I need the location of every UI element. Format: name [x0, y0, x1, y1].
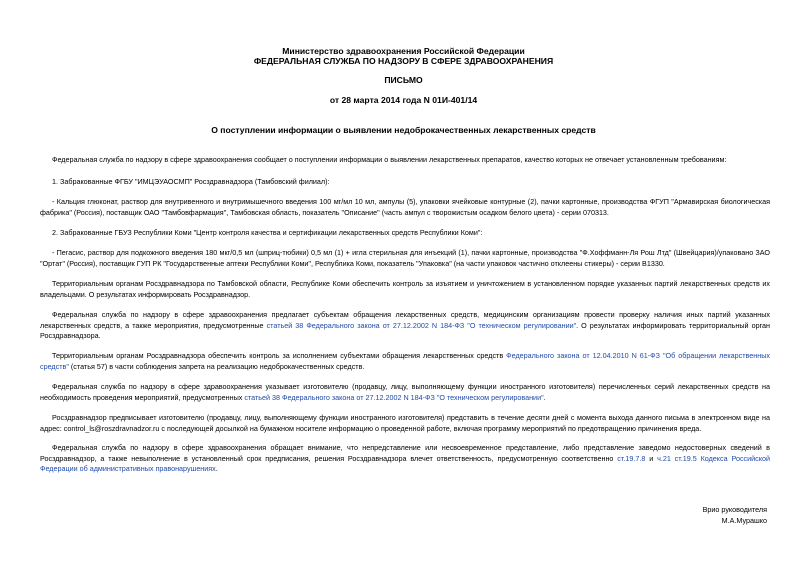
document-type: ПИСЬМО	[384, 75, 423, 85]
ministry-name: Министерство здравоохранения Российской Федерации	[282, 46, 525, 56]
paragraph-item-1-detail: - Кальция глюконат, раствор для внутривенного и внутримышечного введения 100 мг/мл 10 мл, ампулы (5), упаковки ячейковые контурные (2), пачки картонные, производства ФГУП "Армавирская биологическая фабрика" (Россия), поставщик ОАО "Тамбовфармация", Тамбовская область, показатель "Описание" (часть ампул с творожистым осадком белого цвета) - серии 070313.	[40, 197, 770, 217]
paragraph-territorial: Территориальным органам Росздравнадзора обеспечить контроль за исполнением субъектами обращения лекарственных средств Федерального закона от 12.04.2010 N 61-ФЗ "Об обращении лекарственных средств" (статья 57) в части соблюдения запрета на реализацию недоброкачественных средств.	[40, 351, 770, 371]
signature-name: М.А.Мурашко	[721, 516, 767, 525]
paragraph-liability: Федеральная служба по надзору в сфере здравоохранения обращает внимание, что непредставление или несвоевременное представление, либо представление заведомо недостоверных сведений в Росздравнадзор, а также невыполнение в установленный срок предписания, решения Росздравнадзора влечет ответственность, предусмотренную соответственно ст.19.7.8 и ч.21 ст.19.5 Кодекса Российской Федерации об административных правонарушениях.	[40, 443, 770, 473]
paragraph-prescription: Росздравнадзор предписывает изготовителю (продавцу, лицу, выполняющему функции иностранного изготовителя) представить в течение десяти дней с момента выхода данного письма в электронном виде на адрес: control_ls@roszdravnadzor.ru с последующей досылкой на бумажном носителе информацию о проведенной работе, включая программу мероприятий по предотвращению причинения вреда.	[40, 413, 770, 433]
document-title: О поступлении информации о выявлении недоброкачественных лекарственных средств	[211, 125, 596, 135]
paragraph-item-2: 2. Забракованные ГБУЗ Республики Коми "Центр контроля качества и сертификации лекарственных средств Республики Коми":	[52, 228, 483, 237]
document-date-number: от 28 марта 2014 года N 01И-401/14	[329, 95, 478, 105]
paragraph-item-1: 1. Забракованные ФГБУ "ИМЦЭУАОСМП" Росздравнадзора (Тамбовский филиал):	[52, 177, 330, 186]
law-184-link-2[interactable]: статьей 38 Федерального закона от 27.12.2002 N 184-ФЗ "О техническом регулировании"	[244, 392, 544, 402]
paragraph-control: Территориальным органам Росздравнадзора по Тамбовской области, Республике Коми обеспечить контроль за изъятием и уничтожением в установленном порядке указанных партий лекарственных средств их владельцами. О результатах информировать Росздравнадзор.	[40, 279, 770, 299]
law-61-link[interactable]: Федерального закона от 12.04.2010 N 61-ФЗ "Об обращении лекарственных средств"	[40, 351, 770, 371]
law-184-link[interactable]: статьей 38 Федерального закона от 27.12.2002 N 184-ФЗ "О техническом регулировании"	[266, 320, 577, 330]
paragraph-item-2-detail: - Пегасис, раствор для подкожного введения 180 мкг/0,5 мл (шприц-тюбики) 0,5 мл (1) + игла стерильная для инъекций (1), пачки картонные, производства "Ф.Хоффманн-Ля Рош Лтд" (Швейцария)/упаковано ЗАО "Ортат" (Россия), поставщик ГУП РК "Государственные аптеки Республики Коми", Республика Коми, показатель "Упаковка" (на части упаковок частично отклеены стикеры) - серии В1330.	[40, 248, 770, 268]
paragraph-intro: Федеральная служба по надзору в сфере здравоохранения сообщает о поступлении информации о выявлении лекарственных препаратов, качество которых не отвечает установленным требованиям:	[52, 155, 727, 164]
signature-position: Врио руководителя	[702, 505, 767, 514]
service-name: ФЕДЕРАЛЬНАЯ СЛУЖБА ПО НАДЗОРУ В СФЕРЕ ЗДРАВООХРАНЕНИЯ	[253, 56, 554, 66]
paragraph-manufacturer: Федеральная служба по надзору в сфере здравоохранения указывает изготовителю (продавцу, лицу, выполняющему функции иностранного изготовителя) перечисленных серий лекарственных средств на необходимость проведения мероприятий, предусмотренных статьей 38 Федерального закона от 27.12.2002 N 184-ФЗ "О техническом регулировании".	[40, 382, 770, 402]
koap-19-7-8-link[interactable]: ст.19.7.8	[617, 453, 646, 463]
koap-19-5-link[interactable]: ч.21 ст.19.5 Кодекса Российской Федерации об административных правонарушениях	[40, 453, 770, 473]
paragraph-check: Федеральная служба по надзору в сфере здравоохранения предлагает субъектам обращения лекарственных средств, медицинским организациям провести проверку наличия иных партий указанных лекарственных средств, а также мероприятия, предусмотренные статьей 38 Федерального закона от 27.12.2002 N 184-ФЗ "О техническом регулировании". О результатах информировать территориальный орган Росздравнадзора.	[40, 310, 770, 340]
